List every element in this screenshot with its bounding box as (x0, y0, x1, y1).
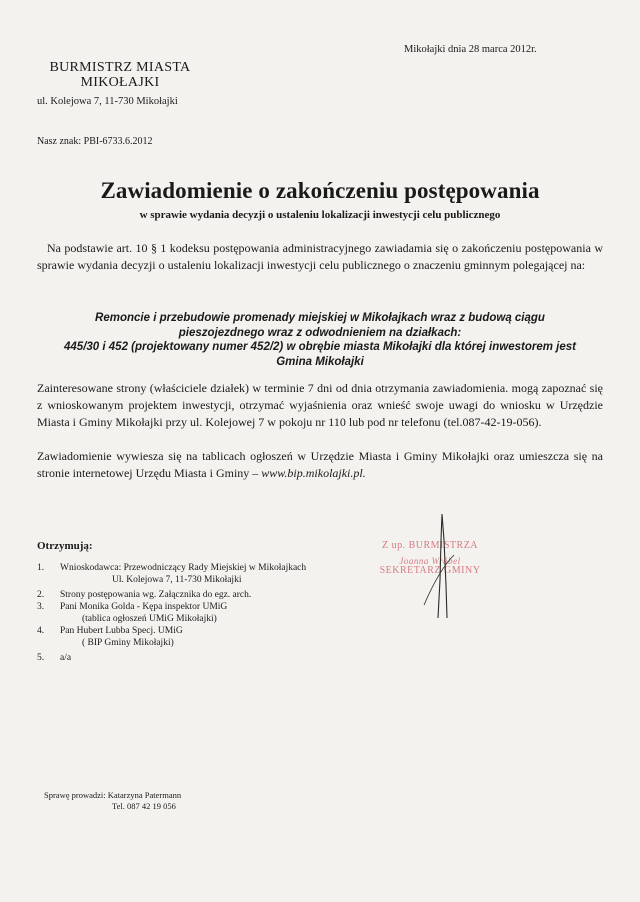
item-number: 3. (37, 602, 45, 612)
reference-number: Nasz znak: PBI-6733.6.2012 (37, 136, 153, 147)
item-text: Wnioskodawca: Przewodniczący Rady Miejskiej w Mikołajkach (60, 563, 307, 573)
item-number: 4. (37, 626, 45, 636)
stamp-line: Joanna Wróbel (399, 556, 461, 566)
item-subtext: ( BIP Gminy Mikołajki) (82, 638, 174, 648)
list-item (37, 589, 337, 601)
list-item (37, 562, 337, 586)
publication-text: Zawiadomienie wywiesza się na tablicach ogłoszeń w Urzędzie Miasta i Gminy Mikołajki oraz umieszcza się na stronie internetowej Urzędu Miasta i Gminy – (37, 449, 603, 480)
document-date: Mikołajki dnia 28 marca 2012r. (404, 44, 537, 55)
list-item (37, 601, 337, 625)
item-subtext: (tablica ogłoszeń UMiG Mikołajki) (82, 614, 217, 624)
footer-contact (44, 790, 181, 812)
stamp-line: Z up. BURMISTRZA (381, 540, 479, 551)
item-number: 2. (37, 590, 45, 600)
item-number: 1. (37, 563, 45, 573)
item-text: Strony postępowania wg. Załącznika do egz. arch. (60, 590, 252, 600)
issuer-address: ul. Kolejowa 7, 11-730 Mikołajki (37, 96, 178, 107)
list-item (37, 652, 337, 664)
subject-line: 445/30 i 452 (projektowany numer 452/2) w obrębie miasta Mikołajki dla której inwestorem jest (64, 341, 576, 353)
item-text: a/a (60, 653, 72, 663)
contact-phone: Tel. 087 42 19 056 (112, 801, 176, 811)
paragraph-legal-basis: Na podstawie art. 10 § 1 kodeksu postępowania administracyjnego zawiadamia się o zakończeniu postępowania w sprawie wydania decyzji o ustaleniu lokalizacji inwestycji celu publicznego o znaczeniu gminnym polegającej na: (37, 241, 603, 272)
item-subtext: Ul. Kolejowa 7, 11-730 Mikołajki (112, 575, 242, 585)
list-item (37, 625, 337, 649)
subject-line: Gmina Mikołajki (276, 355, 364, 368)
bip-link[interactable]: www.bip.mikolajki.pl. (261, 466, 366, 480)
paragraph-publication (37, 448, 603, 482)
subject-line: Remoncie i przebudowie promenady miejskiej w Mikołajkach wraz z budową ciągu (95, 312, 545, 324)
document-title: Zawiadomienie o zakończeniu postępowania (100, 178, 540, 203)
issuer-block (30, 60, 210, 91)
item-text: Pani Monika Golda - Kępa inspektor UMiG (60, 602, 228, 612)
document-subtitle: w sprawie wydania decyzji o ustaleniu lokalizacji inwestycji celu publicznego (139, 209, 501, 221)
recipients-list (37, 562, 337, 664)
item-text: Pan Hubert Lubba Specj. UMiG (60, 626, 183, 636)
issuer-title: BURMISTRZ MIASTA (49, 60, 191, 75)
signature-icon (414, 510, 474, 620)
recipients-heading: Otrzymują: (37, 540, 93, 552)
stamp-line: SEKRETARZ GMINY (379, 565, 481, 576)
issuer-city: MIKOŁAJKI (80, 75, 160, 90)
investment-subject (60, 311, 580, 369)
case-officer: Sprawę prowadzi: Katarzyna Patermann (44, 790, 182, 800)
paragraph-parties: Zainteresowane strony (właściciele działek) w terminie 7 dni od dnia otrzymania zawiadomienia. mogą zapoznać się z wnioskowanym projektem inwestycji, otrzymać wyjaśnienia oraz wnieść swoje uwagi do wniosku w Urzędzie Miasta i Gminy Mikołajki przy ul. Kolejowej 7 w pokoju nr 110 lub pod nr telefonu (tel.087-42-19-056). (37, 381, 603, 429)
item-number: 5. (37, 653, 45, 663)
subject-line: pieszojezdnego wraz z odwodnieniem na działkach: (178, 326, 462, 339)
